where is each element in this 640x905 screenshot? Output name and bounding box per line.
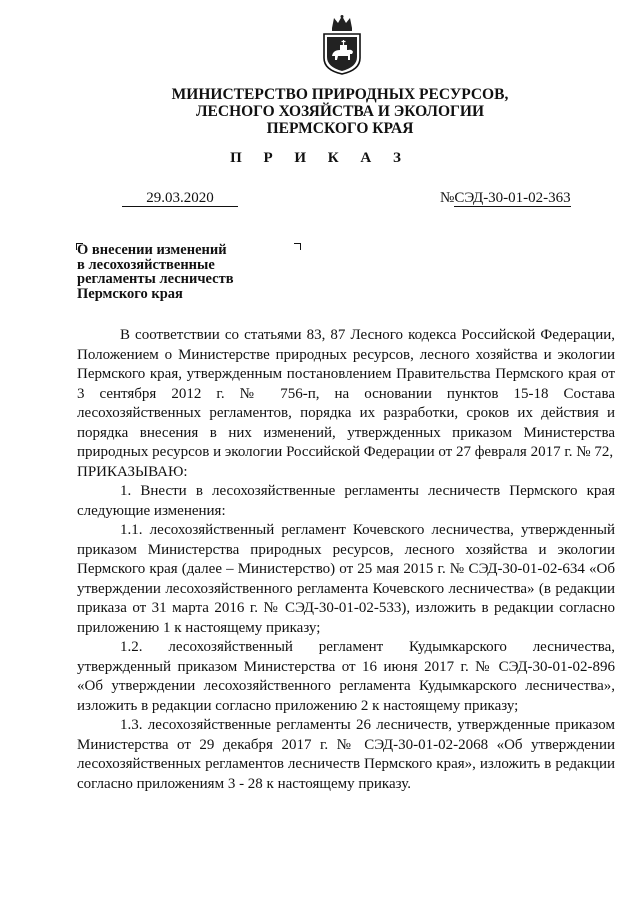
item-1-2-word-2: регламент xyxy=(318,639,384,655)
subject-line-4: Пермского края xyxy=(77,285,183,302)
item-1-2-first-line xyxy=(77,638,615,658)
number-sign: № xyxy=(440,190,455,206)
ministry-header xyxy=(120,86,560,137)
item-1-1-paragraph: 1.1. лесохозяйственный регламент Кочевского лесничества, утвержденный приказом Министерства природных ресурсов, лесного хозяйства и экологии Пермского края (далее – Министерство) от 25 мая 2015 г. № СЭД-30-01-02-634 «Об утверждении лесохозяйственного регламента Кочевского лесничества» (в редакции приказа от 31 марта 2016 г. № СЭД-30-01-02-533), изложить в редакции согласно приложению 1 к настоящему приказу; xyxy=(77,522,615,636)
ministry-name-line-1: МИНИСТЕРСТВО ПРИРОДНЫХ РЕСУРСОВ, xyxy=(171,86,509,103)
ministry-name-line-2: ЛЕСНОГО ХОЗЯЙСТВА И ЭКОЛОГИИ xyxy=(195,103,485,120)
item-1-3-paragraph: 1.3. лесохозяйственные регламенты 26 лесничеств, утвержденные приказом Министерства от 29 декабря 2017 г. № СЭД-30-01-02-2068 «Об утверждении лесохозяйственных регламентов лесничеств Пермского края», изложить в редакции согласно приложениям 3 - 28 к настоящему приказу. xyxy=(77,717,615,792)
document-subject xyxy=(77,243,317,301)
order-word: ПРИКАЗЫВАЮ: xyxy=(77,463,188,480)
document-body xyxy=(77,326,615,794)
document-number xyxy=(440,191,571,206)
item-1-2-word-4: лесничества, xyxy=(532,639,615,655)
item-1-2-number: 1.2. xyxy=(120,639,143,655)
item-1-2-word-1: лесохозяйственный xyxy=(168,639,293,655)
preamble-paragraph: В соответствии со статьями 83, 87 Лесного кодекса Российской Федерации, Положением о Министерстве природных ресурсов, лесного хозяйства и экологии Пермского края, утвержденным постановлением Правительства Пермского края от 3 сентября 2012 г. № 756-п, на основании пунктов 15-18 Состава лесохозяйственных регламентов, порядка их разработки, сроков их действия и порядка внесения в них изменений, утвержденных приказом Министерства природных ресурсов и экологии Российской Федерации от 27 февраля 2017 г. № 72, xyxy=(77,327,615,460)
subject-line-2: в лесохозяйственные xyxy=(77,256,215,273)
subject-line-3: регламенты лесничеств xyxy=(77,271,234,287)
item-1-2-paragraph: утвержденный приказом Министерства от 16 июня 2017 г. № СЭД-30-01-02-896 «Об утверждении лесохозяйственного регламента Кудымкарского лесничества», изложить в редакции согласно приложению 2 к настоящему приказу; xyxy=(77,658,615,714)
coat-of-arms-emblem xyxy=(318,14,366,76)
item-1-2-word-3: Кудымкарского xyxy=(409,639,507,655)
document-type-title: П Р И К А З xyxy=(230,150,410,166)
item-1-paragraph: 1. Внести в лесохозяйственные регламенты лесничеств Пермского края следующие изменения: xyxy=(77,483,615,519)
ministry-name-line-3: ПЕРМСКОГО КРАЯ xyxy=(266,120,414,137)
document-date: 29.03.2020 xyxy=(122,191,238,207)
number-value: СЭД-30-01-02-363 xyxy=(454,190,571,206)
subject-line-1: О внесении изменений xyxy=(77,242,227,258)
